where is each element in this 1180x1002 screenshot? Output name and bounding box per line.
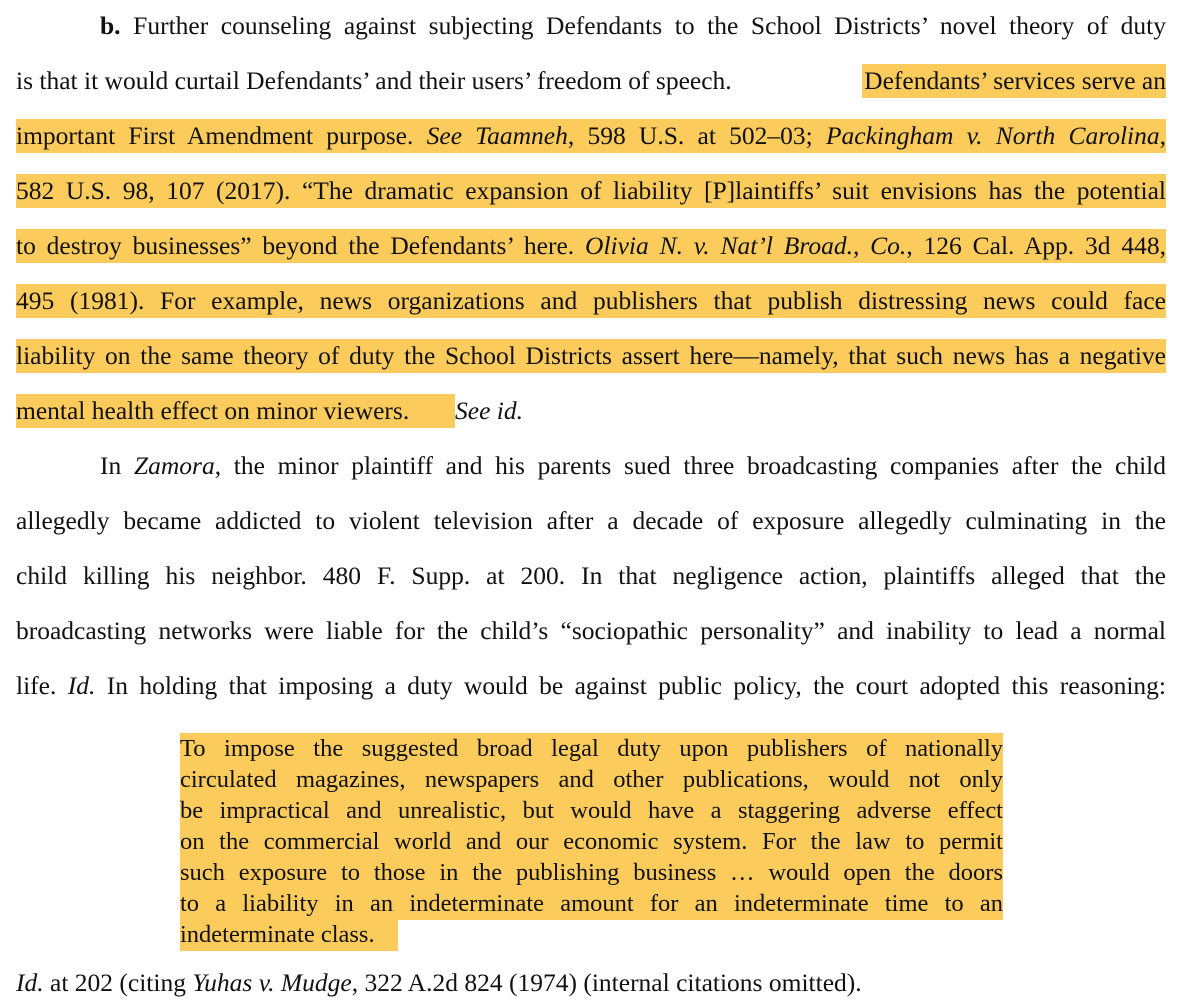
text-run: to destroy businesses” beyond the Defendants’ here.	[16, 231, 586, 260]
text-run: broadcasting networks were liable for the child’s “sociopathic personality” and inability to lead a normal	[16, 616, 1166, 645]
paragraph-b-line-4	[16, 174, 1166, 208]
paragraph-b-line-7	[16, 339, 1166, 373]
paragraph-b-line-1	[16, 9, 1166, 43]
block-quote-line-7	[180, 919, 398, 951]
text-run: ,	[1159, 121, 1166, 150]
text-run: life.	[16, 671, 68, 700]
section-marker: b.	[100, 11, 121, 40]
text-run: important First Amendment purpose.	[16, 121, 427, 150]
block-quote-line-1	[180, 733, 1003, 765]
highlighted-text: mental health effect on minor viewers.	[16, 394, 455, 428]
case-name: Yuhas v. Mudge	[192, 968, 352, 997]
text-run: In	[100, 451, 134, 480]
paragraph-b-line-2	[16, 64, 1166, 98]
citation-signal: Id.	[67, 671, 96, 700]
paragraph-b-line-5	[16, 229, 1166, 263]
citation-signal: See id.	[455, 396, 523, 425]
text-run: 495 (1981). For example, news organizations and publishers that publish distressing news could face	[16, 286, 1166, 315]
text-run: Further counseling against subjecting Defendants to the School Districts’ novel theory of duty	[120, 11, 1166, 40]
text-run: child killing his neighbor. 480 F. Supp. at 200. In that negligence action, plaintiffs alleged that the	[16, 561, 1166, 590]
text-run: In holding that imposing a duty would be against public policy, the court adopted this reasoning:	[95, 671, 1166, 700]
block-quote-line-6	[180, 888, 1003, 920]
text-run: at 202 (citing	[43, 968, 193, 997]
paragraph-b-line-6	[16, 284, 1166, 318]
text-run: , 126 Cal. App. 3d 448,	[906, 231, 1166, 260]
text-run: , 322 A.2d 824 (1974) (internal citations omitted).	[351, 968, 862, 997]
text-run: be impractical and unrealistic, but would have a staggering adverse effect	[180, 797, 1003, 824]
citation-signal: Id.	[16, 968, 44, 997]
paragraph-zamora-line-2	[16, 504, 1166, 538]
text-run: indeterminate class.	[180, 921, 375, 948]
text-run: 582 U.S. 98, 107 (2017). “The dramatic expansion of liability [P]laintiffs’ suit envisions has the potential	[16, 176, 1166, 205]
paragraph-zamora-line-5	[16, 669, 1166, 703]
text-run: , 598 U.S. at 502–03;	[567, 121, 826, 150]
paragraph-zamora-line-1	[16, 449, 1166, 483]
case-name: Packingham v. North Carolina	[825, 121, 1160, 150]
case-name: Olivia N. v. Nat’l Broad., Co.	[585, 231, 907, 260]
text-run: circulated magazines, newspapers and other publications, would not only	[180, 766, 1003, 793]
text-run: is that it would curtail Defendants’ and their users’ freedom of speech.	[16, 66, 732, 95]
block-quote-line-4	[180, 826, 1003, 858]
block-quote-line-2	[180, 764, 1003, 796]
highlighted-text: Defendants’ services serve an	[862, 64, 1166, 98]
text-run: to a liability in an indeterminate amount for an indeterminate time to an	[180, 890, 1003, 917]
text-run: on the commercial world and our economic system. For the law to permit	[180, 828, 1003, 855]
text-run: such exposure to those in the publishing business … would open the doors	[180, 859, 1003, 886]
text-run: , the minor plaintiff and his parents sued three broadcasting companies after the child	[214, 451, 1167, 480]
paragraph-zamora-line-3	[16, 559, 1166, 593]
paragraph-b-line-8	[16, 394, 1166, 428]
paragraph-zamora-line-4	[16, 614, 1166, 648]
citation-line	[16, 966, 1166, 1000]
block-quote-line-5	[180, 857, 1003, 889]
case-name: See Taamneh	[426, 121, 568, 150]
text-run: liability on the same theory of duty the School Districts assert here—namely, that such news has a negative	[16, 341, 1166, 370]
text-run: allegedly became addicted to violent television after a decade of exposure allegedly culminating in the	[16, 506, 1166, 535]
case-name: Zamora	[133, 451, 215, 480]
paragraph-b-line-3	[16, 119, 1166, 153]
text-run: To impose the suggested broad legal duty upon publishers of nationally	[180, 735, 1003, 762]
block-quote-line-3	[180, 795, 1003, 827]
